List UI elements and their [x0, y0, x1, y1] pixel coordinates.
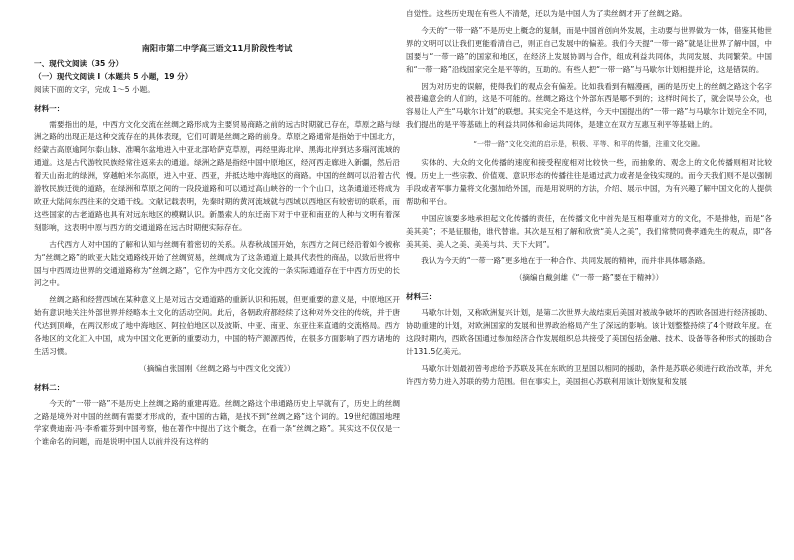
material2-paragraph: 因为对历史的误解，使得我们的观点会有偏差。比如我看到有幅漫画，画的是历史上的丝绸之路这个名字被普遍意会的人们的，这是不可能的。丝绸之路这个外部东西是哪不到的；这样时间长了，就会误导公众，也容易让人产生“马歇尔计划”的联想。其实完全不是这样，今天中国提出的“一带一路”与马歇尔计划完全不同，我们提出的是平等基础上的利益共同体和命运共同体，是建立在双方互惠互利平等基础上的。: [406, 81, 772, 130]
material1-paragraph: 古代西方人对中国的了解和认知与丝绸有着密切的关系。从春秋战国开始，东西方之间已经沿着如今被称为“丝绸之路”的欧亚大陆交通路线开始了丝绸贸易，丝绸成为了这条通道上最具代表性的商品，以致后世将中国与中西周边世界的交通道路称为“丝绸之路”，它作为中西方文化交流的一条实际通道存在于中西方历史的长河之中。: [34, 239, 400, 288]
exam-title: 南阳市第二中学高三语文11月阶段性考试: [141, 43, 293, 53]
material2-paragraph: 我认为今天的“一带一路”更多地在于一种合作、共同发展的精神，而并非具体哪条路。: [421, 256, 711, 266]
material2-paragraph: 中国应该要多地承担起文化传播的责任，在传播文化中首先是互相尊重对方的文化，不是排他，而是“各美其美”；不是征服他，谁代替谁。其次是互相了解和欣赏“美人之美”，我们常赞同费孝通先生的观点，即“各美其美、美人之美、美美与共、天下大同”。: [406, 213, 772, 249]
material3-label: 材料三：: [406, 292, 437, 302]
subsection-heading: （一）现代文阅读 I（本题共 5 小题，19 分）: [34, 71, 193, 81]
material2-paragraph: 实体的、大众的文化传播的速度和接受程度相对比较快一些，而抽象的、观念上的文化传播则相对比较慢。历史上一些宗教、价值观、意识形态的传播往往是通过武力或者是金钱实现的。而今天我们则不是以强制手段或者军事力量将文化强加给外国，而是用说明的方法，介绍、展示中国，为有兴趣了解中国文化的人提供帮助和平台。: [406, 158, 772, 206]
left-column: [34, 42, 400, 449]
continued-text: 自觉性。这些历史现在有些人不清楚，还以为是中国人为了卖丝绸才开了丝绸之路。: [406, 9, 687, 18]
material2-source: （摘编自戴剑雄《“一带一路”要在于精神》）: [514, 273, 664, 283]
material3-paragraph: 马歇尔计划最初曾考虑给予苏联及其在东欧的卫星国以相同的援助，条件是苏联必须进行政治改革，并允许西方势力进入苏联的势力范围。但在事实上，美国担心苏联利用该计划恢复和发展: [406, 363, 772, 386]
pull-quote: “一带一路”文化交流的启示是，积极、平等、和平的传播，注重文化交融。: [473, 140, 705, 149]
material1-paragraph: 需要指出的是，中西方文化交流在丝绸之路形成为主要贸易商路之前的远古时期就已存在，草原之路与绿洲之路的出现正是这种交流存在的具体表现，它们可谓是丝绸之路的前身。草原之路通常是指始于中国北方，经蒙古高原逾阿尔泰山脉、准噶尔盆地进入中亚北部哈萨克草原，再经里海北岸、黑海北岸到达多瑙河流域的通道。这是古代游牧民族经常往返来去的通道。绿洲之路是指经中国中原地区，经河西走廊进入新疆，然后沿着天山南北的绿洲，穿越帕米尔高原，进入中亚、西亚，并抵达地中海地区的商路。中国的丝绸可以沿着古代游牧民族迁徙的道路，在绿洲和草原之间的一段段道路和可以通过高山峡谷的一个个山口，这条通道还将成为欧亚大陆间东西往来的交通干线。文献记载表明，先秦时期的黄河流域就与西域以西地区有较密切的联系，而这些国家的古老道路也具有对远东地区的模糊认识。新墨索人的东迁南下对于中亚和南亚的人种与文明有着深刻影响，这表明中原与西方的交通道路在远古时期便实际存在。: [34, 119, 400, 232]
section-heading: 一、现代文阅读（35 分）: [34, 58, 124, 68]
material3-paragraph: 马歇尔计划，又称欧洲复兴计划，是第二次世界大战结束后美国对被战争破坏的西欧各国进行经济援助、协助重建的计划，对欧洲国家的发展和世界政治格局产生了深远的影响。该计划整整持续了4个财政年度。在这段时期内，西欧各国通过参加经济合作发展组织总共接受了美国包括金融、技术、设备等各种形式的援助合计131.5亿美元。: [406, 308, 772, 356]
material1-label: 材料一：: [34, 103, 65, 113]
material1-source: （摘编自张国刚《丝绸之路与中西文化交流》）: [139, 363, 295, 373]
material2-paragraph: 今天的“一带一路”不是历史上丝绸之路的重建再造。丝绸之路这个串通路历史上早就有了，历史上的丝绸之路是境外对中国的丝绸有需要才形成的，查中国的古籍，是找不到“丝绸之路”这个词的。19世纪德国地理学家费迪南·冯·李希霍芬到中国考察，他在著作中提出了这个概念，在看一条“丝绸之路”。其实这不仅仅是一个谁命名的问题，而是说明中国人以前并没有这样的: [34, 398, 400, 447]
right-column: [406, 8, 772, 389]
material2-paragraph: 今天的“一带一路”不是历史上概念的复制，而是中国首创向外发展，主动要与世界做为一体，借鉴其他世界的文明可以让我们更能看清自己，则正自己发展中的偏差。我们今天提“一带一路”就是让世界了解中国，中国要与“一带一路”的国家和地区，在经济上发展协调与合作，组成利益共同体，共同发展、共同繁荣。中国和“一带一路”沿线国家完全是平等的，互助的。有些人把“一带一路”与马歇尔计划相提并论，这是错误的。: [406, 25, 772, 74]
material2-label: 材料二：: [34, 382, 65, 392]
instruction: 阅读下面的文字，完成 1～5 小题。: [34, 84, 155, 94]
material1-paragraph: 丝绸之路和经营西域在某种意义上是对远古交通道路的重新认识和拓展，但更重要的意义是，中原地区开始有意识地关注外部世界并经略本土文化的活动空间。此后，各朝政府都经续了这种对外交往的传统，并于唐代达到顶峰，在两汉形成了地中海地区、阿拉伯地区以及波斯、中亚、南亚、东亚往来直通的交流格局。西方各地区的文化汇入中国，成为中国文化更新的重要动力，中国的特产源源西传，在很多方面影响了西方诸地的生活习惯。: [34, 295, 400, 356]
